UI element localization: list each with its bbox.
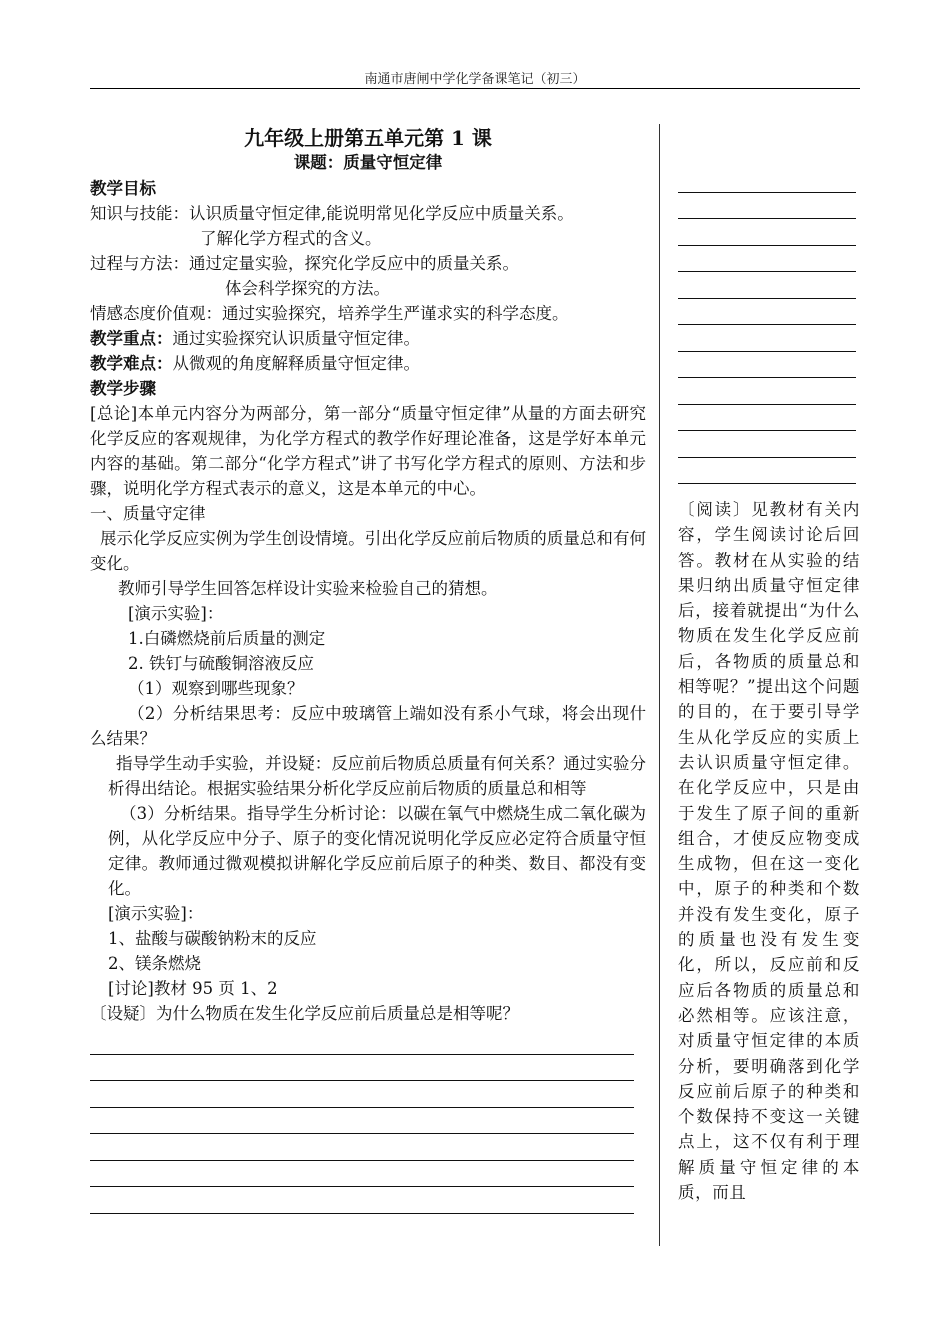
lesson-title: 九年级上册第五单元第 1 课: [244, 126, 492, 150]
demo2-item-1: 1、盐酸与碳酸钠粉末的反应: [108, 929, 317, 948]
note-line[interactable]: [678, 193, 856, 220]
side-note: 〔阅读〕见教材有关内容，学生阅读讨论后回答。教材在从实验的结果归纳出质量守恒定律后，接着就提出“为什么物质在发生化学反应前后，各物质的质量总和相等呢？”提出这个问题的目的，在于要引导学生从化学反应的实质上去认识质量守恒定律。在化学反应中，只是由于发生了原子间的重新组合，才使反应物变成生成物，但在这一变化中，原子的种类和个数并没有发生变化，原子的质量也没有发生变化，所以，反应前和反应后各物质的质量总和必然相等。应该注意，对质量守恒定律的本质分析，要明确落到化学反应前后原子的种类和个数保持不变这一关键点上，这不仅有利于理解质量守恒定律的本质，而且: [678, 500, 860, 1203]
demo2-label: [演示实验]：: [108, 904, 204, 923]
observe-question: （1）观察到哪些现象？: [128, 679, 304, 698]
objective-knowledge-cont: 了解化学方程式的含义。: [200, 229, 382, 248]
question-line: 〔设疑〕为什么物质在发生化学反应前后质量总是相等呢？: [90, 1004, 519, 1023]
page-header: 南通市唐闸中学化学备课笔记（初三）: [364, 72, 586, 87]
note-line[interactable]: [678, 246, 856, 273]
note-line[interactable]: [678, 299, 856, 326]
steps-heading: 教学步骤: [90, 379, 156, 398]
answer-lines: [90, 1028, 646, 1214]
answer-line[interactable]: [90, 1108, 634, 1135]
guide-line: 教师引导学生回答怎样设计实验来检验自己的猜想。: [118, 579, 498, 598]
overview-paragraph: [总论]本单元内容分为两部分，第一部分“质量守恒定律”从量的方面去研究化学反应的客观规律，为化学方程式的教学作好理论准备，这是学好本单元内容的基础。第二部分“化学方程式”讲了书写化学方程式的原则、方法和步骤，说明化学方程式表示的意义，这是本单元的中心。: [90, 404, 646, 498]
demo1-label: [演示实验]：: [128, 604, 224, 623]
note-line[interactable]: [678, 325, 856, 352]
answer-line[interactable]: [90, 1134, 634, 1161]
lesson-subtitle: 课题：质量守恒定律: [293, 153, 443, 172]
analyze-3: （3）分析结果。指导学生分析讨论：以碳在氧气中燃烧生成二氧化碳为例，从化学反应中分子、原子的变化情况说明化学反应必定符合质量守恒定律。教师通过微观模拟讲解化学反应前后原子的种类、数目、都没有变化。: [108, 804, 646, 898]
objective-emotion: 情感态度价值观：通过实验探究，培养学生严谨求实的科学态度。: [90, 304, 569, 323]
main-column: [90, 124, 646, 1214]
difficulty-label: 教学难点：: [90, 354, 173, 373]
difficulty: [90, 351, 646, 376]
note-line[interactable]: [678, 458, 856, 485]
demo1-item-1: 1.白磷燃烧前后质量的测定: [128, 629, 326, 648]
analyze-2: （2）分析结果思考：反应中玻璃管上端如没有系小气球，将会出现什么结果？: [90, 704, 646, 748]
difficulty-text: 从微观的角度解释质量守恒定律。: [172, 354, 420, 373]
note-line[interactable]: [678, 272, 856, 299]
key-point-label: 教学重点：: [90, 329, 173, 348]
header-rule: [90, 88, 860, 89]
column-divider: [659, 124, 660, 1246]
answer-line[interactable]: [90, 1081, 634, 1108]
note-line[interactable]: [678, 219, 856, 246]
objective-process-cont: 体会科学探究的方法。: [225, 279, 390, 298]
notes-lines: [678, 166, 860, 484]
section-heading: 一、质量守定律: [90, 504, 206, 523]
objective-process: 过程与方法：通过定量实验，探究化学反应中的质量关系。: [90, 254, 519, 273]
demo1-item-2: 2. 铁钉与硫酸铜溶液反应: [128, 654, 314, 673]
answer-line[interactable]: [90, 1028, 634, 1055]
note-line[interactable]: [678, 166, 856, 193]
note-line[interactable]: [678, 352, 856, 379]
demo2-item-2: 2、镁条燃烧: [108, 954, 201, 973]
objectives-heading: 教学目标: [90, 179, 156, 198]
note-line[interactable]: [678, 378, 856, 405]
answer-line[interactable]: [90, 1187, 634, 1214]
answer-line[interactable]: [90, 1161, 634, 1188]
key-point: [90, 326, 646, 351]
key-point-text: 通过实验探究认识质量守恒定律。: [172, 329, 420, 348]
objective-knowledge: 知识与技能：认识质量守恒定律,能说明常见化学反应中质量关系。: [90, 204, 574, 223]
discuss-line: [讨论]教材 95 页 1、2: [108, 979, 278, 998]
hands-on-paragraph: 指导学生动手实验，并设疑：反应前后物质总质量有何关系？通过实验分析得出结论。根据实验结果分析化学反应前后物质的质量总和相等: [108, 754, 646, 798]
note-line[interactable]: [678, 405, 856, 432]
answer-line[interactable]: [90, 1055, 634, 1082]
note-line[interactable]: [678, 431, 856, 458]
intro-paragraph: 展示化学反应实例为学生创设情境。引出化学反应前后物质的质量总和有何变化。: [90, 529, 646, 573]
